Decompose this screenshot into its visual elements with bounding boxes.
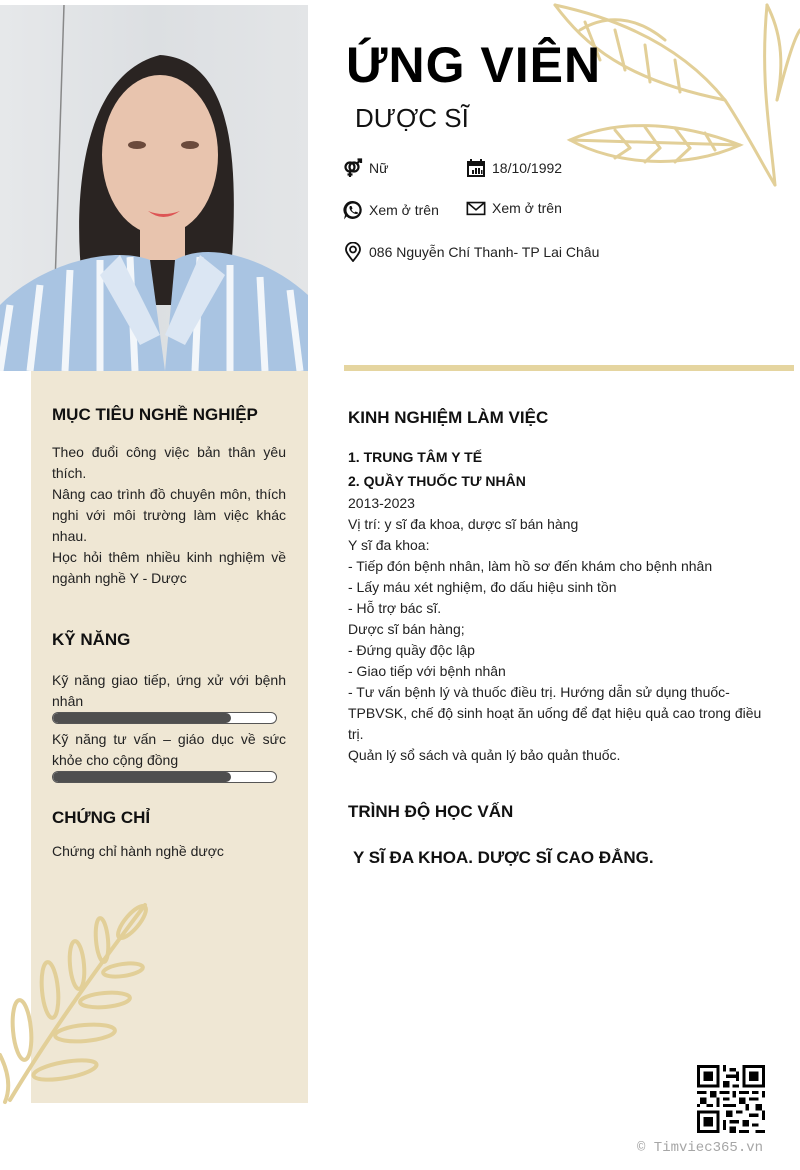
experience-title: KINH NGHIỆM LÀM VIỆC — [348, 408, 549, 427]
profile-photo — [0, 5, 308, 371]
skill-progress-fill — [53, 772, 231, 782]
phone-value: Xem ở trên — [369, 202, 439, 218]
objective-line: Theo đuổi công việc bản thân yêu thích. — [52, 444, 286, 481]
certificate-item: Chứng chỉ hành nghề dược — [52, 843, 224, 859]
phone-icon — [343, 200, 363, 220]
education-value: Y SĨ ĐA KHOA. DƯỢC SĨ CAO ĐẲNG. — [353, 848, 654, 867]
skill-label: Kỹ năng tư vấn – giáo dục về sức khỏe cho cộng đồng — [52, 731, 286, 768]
experience-line: - Hỗ trợ bác sĩ. — [348, 600, 442, 616]
address-info — [343, 242, 599, 262]
education-title: TRÌNH ĐỘ HỌC VẤN — [348, 802, 514, 821]
calendar-icon — [466, 158, 486, 178]
phone-info — [343, 200, 439, 220]
experience-line: 2013-2023 — [348, 495, 415, 511]
experience-content — [348, 445, 768, 766]
email-value: Xem ở trên — [492, 200, 562, 216]
experience-line: - Lấy máu xét nghiệm, đo dấu hiệu sinh tồn — [348, 579, 617, 595]
gender-icon — [343, 158, 363, 178]
leaf-decoration-icon — [0, 890, 160, 1105]
copyright-text: © Timviec365.vn — [637, 1140, 764, 1156]
experience-line: Vị trí: y sĩ đa khoa, dược sĩ bán hàng — [348, 516, 579, 532]
experience-line: - Đứng quầy độc lập — [348, 642, 475, 658]
birthday-value: 18/10/1992 — [492, 160, 563, 176]
job-title: DƯỢC SĨ — [355, 103, 469, 133]
objective-title: MỤC TIÊU NGHỀ NGHIỆP — [52, 405, 258, 424]
leaf-decoration-icon — [545, 0, 800, 195]
skills-title: KỸ NĂNG — [52, 630, 131, 649]
company-name: 1. TRUNG TÂM Y TẾ — [348, 449, 483, 465]
location-icon — [343, 242, 363, 262]
company-name: 2. QUẦY THUỐC TƯ NHÂN — [348, 473, 526, 489]
birthday-info — [466, 158, 562, 178]
skill-label: Kỹ năng giao tiếp, ứng xử với bệnh nhân — [52, 672, 286, 709]
experience-line: Quản lý sổ sách và quản lý bảo quản thuốc. — [348, 747, 621, 763]
email-icon — [466, 198, 486, 218]
objective-text — [52, 442, 286, 589]
candidate-name: ỨNG VIÊN — [346, 37, 602, 93]
objective-line: Học hỏi thêm nhiều kinh nghiệm về ngành nghề Y - Dược — [52, 549, 286, 586]
experience-line: Dược sĩ bán hàng; — [348, 621, 465, 637]
section-divider — [344, 365, 794, 371]
experience-line: - Tư vấn bệnh lý và thuốc điều trị. Hướng dẫn sử dụng thuốc-TPBVSK, chế độ sinh hoạt ăn uống để đạt hiệu quả cao trong điều trị. — [348, 684, 762, 742]
skill-progress-bar — [52, 771, 277, 783]
skill-progress-bar — [52, 712, 277, 724]
experience-line: - Giao tiếp với bệnh nhân — [348, 663, 506, 679]
gender-value: Nữ — [369, 160, 389, 176]
certificates-title: CHỨNG CHỈ — [52, 808, 151, 827]
skill-progress-fill — [53, 713, 231, 723]
objective-line: Nâng cao trình đồ chuyên môn, thích nghi với môi trường làm việc khác nhau. — [52, 486, 286, 544]
experience-line: - Tiếp đón bệnh nhân, làm hồ sơ đến khám cho bệnh nhân — [348, 558, 713, 574]
qr-code-icon — [697, 1065, 765, 1133]
address-value: 086 Nguyễn Chí Thanh- TP Lai Châu — [369, 244, 600, 260]
gender-info — [343, 158, 388, 178]
experience-line: Y sĩ đa khoa: — [348, 537, 430, 553]
email-info — [466, 198, 562, 218]
